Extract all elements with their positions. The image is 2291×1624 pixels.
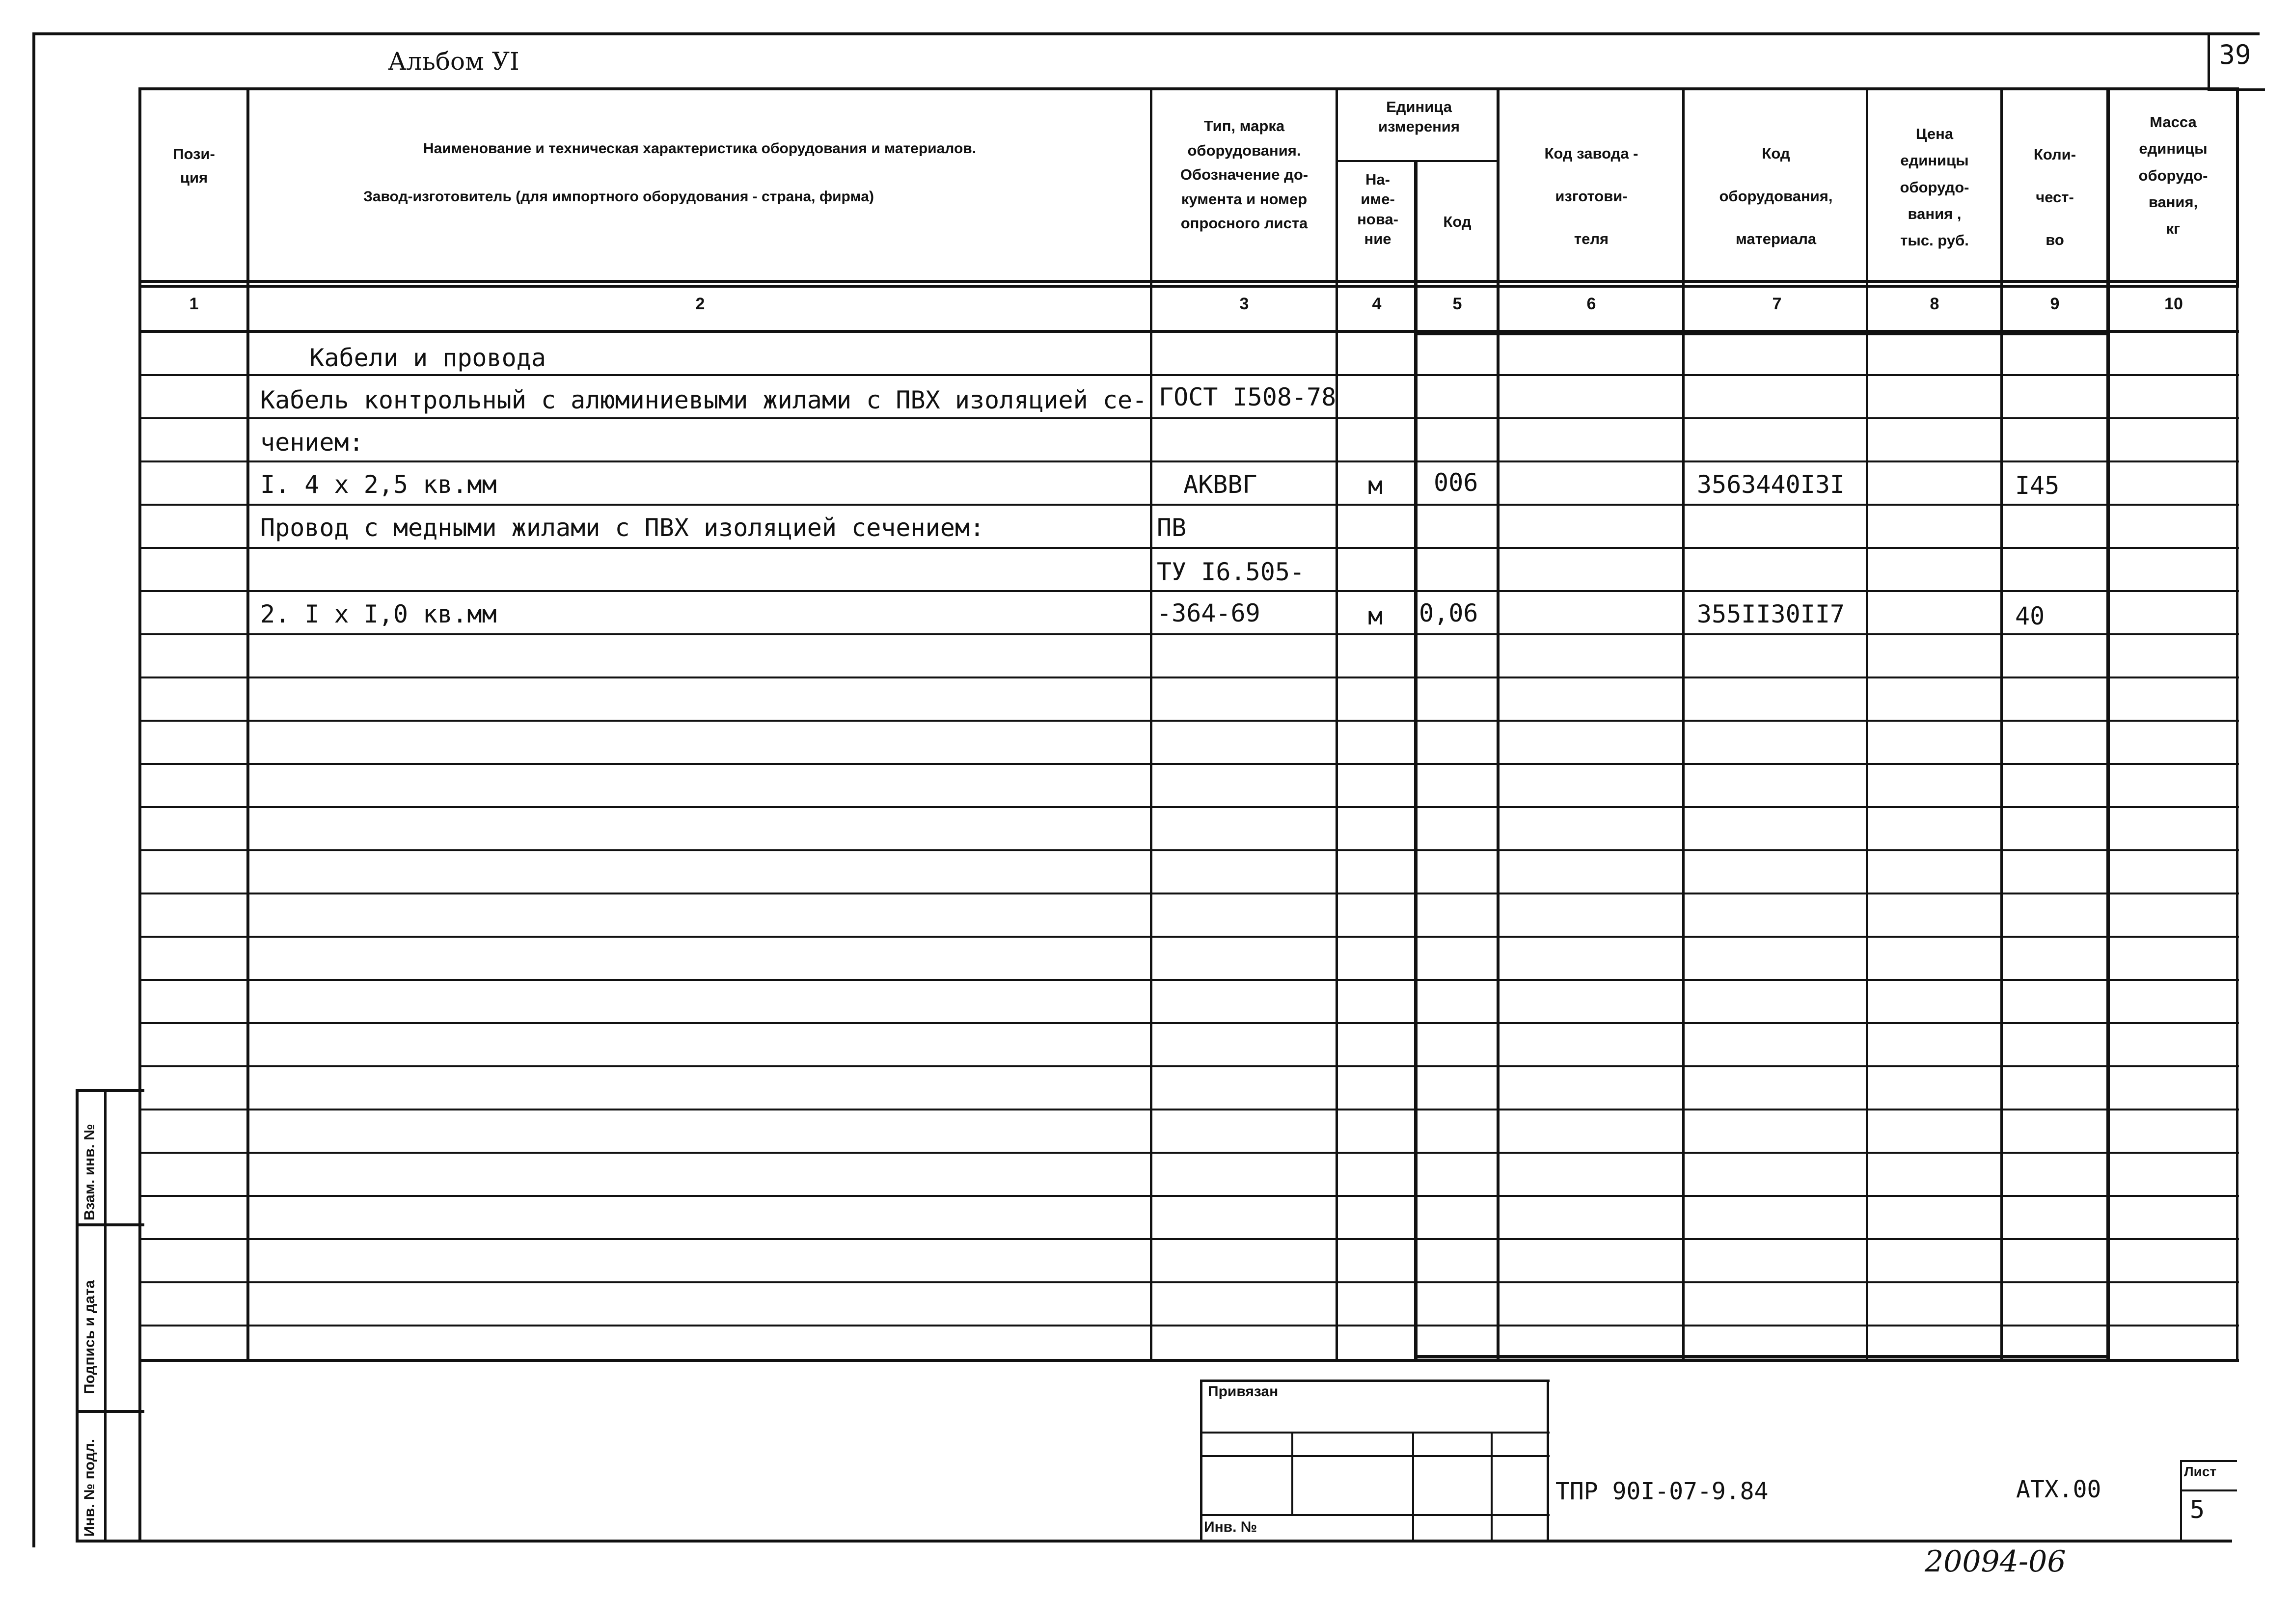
col-line-1 xyxy=(246,87,249,1359)
row2-name: Кабель контрольный с алюминиевыми жилами с ПВХ изоляцией се- xyxy=(260,386,1147,414)
row4-unit: м xyxy=(1368,471,1383,500)
header-bottom-line xyxy=(138,280,2239,283)
col-line-10 xyxy=(2236,87,2238,1359)
stamp-inv-label: Инв. № xyxy=(1204,1519,1257,1535)
bottom-left-border xyxy=(138,1359,141,1543)
row-divider xyxy=(138,1152,2239,1154)
row-divider xyxy=(138,460,2239,462)
table-bottom-border xyxy=(138,1359,2239,1362)
column-number-1: 1 xyxy=(189,295,199,313)
row-divider xyxy=(138,417,2239,419)
column-number-9: 9 xyxy=(2050,295,2060,313)
side-stamp-top xyxy=(76,1089,144,1092)
col-line-0 xyxy=(138,87,141,1364)
col-line-9 xyxy=(2106,87,2110,1359)
stamp-row2 xyxy=(1200,1455,1550,1457)
row-divider xyxy=(138,979,2239,981)
row4-quantity: I45 xyxy=(2015,471,2060,500)
row-divider xyxy=(138,1325,2239,1326)
row-divider xyxy=(138,1238,2239,1240)
row-divider xyxy=(138,547,2239,549)
stamp-col1 xyxy=(1291,1432,1293,1516)
side-label-signature-date: Подпись и дата xyxy=(82,1280,98,1394)
row1-name: Кабели и провода xyxy=(265,344,546,372)
side-stamp-mid xyxy=(104,1089,107,1543)
stamp-col3 xyxy=(1491,1432,1493,1542)
row4-unit-code: 006 xyxy=(1434,468,1478,497)
row6-type: ТУ I6.505- xyxy=(1157,558,1305,586)
row7-unit: м xyxy=(1368,602,1383,630)
row7-equipment-code: 355II30II7 xyxy=(1697,600,1845,628)
row-divider xyxy=(138,1281,2239,1283)
stamp-mark: АТХ.00 xyxy=(2016,1476,2101,1503)
header-unit-name: На- име- нова- ние xyxy=(1357,171,1398,247)
row5-name: Провод с медными жилами с ПВХ изоляцией сечением: xyxy=(260,514,985,542)
column-number-6: 6 xyxy=(1586,295,1596,313)
row7-quantity: 40 xyxy=(2015,602,2045,630)
stamp-col2 xyxy=(1412,1432,1414,1542)
sheet-box-left xyxy=(2180,1460,2182,1543)
row-divider xyxy=(138,677,2239,678)
album-title: Альбом УI xyxy=(388,47,519,76)
header-quantity: Коли- чест- во xyxy=(2033,146,2076,248)
row-divider xyxy=(138,893,2239,894)
header-unit-divider xyxy=(1337,160,1498,162)
row-divider xyxy=(138,590,2239,592)
row-divider xyxy=(138,936,2239,938)
side-label-replace-inv: Взам. инв. № xyxy=(82,1124,98,1220)
header-unit-group: Единица измерения xyxy=(1378,98,1460,135)
row-divider xyxy=(138,1195,2239,1197)
row-divider xyxy=(138,504,2239,506)
row-divider xyxy=(138,374,2239,376)
side-stamp-bottom xyxy=(76,1540,144,1543)
sheet-box-mid xyxy=(2180,1489,2237,1491)
page-bottom-line xyxy=(138,1540,2232,1543)
bold-box-top xyxy=(1414,332,2109,335)
row-divider xyxy=(138,806,2239,808)
page-number: 39 xyxy=(2219,39,2251,70)
col-line-6 xyxy=(1682,87,1685,1359)
col-line-4 xyxy=(1414,160,1418,1359)
stamp-attached-label: Привязан xyxy=(1208,1383,1279,1400)
side-stamp-left xyxy=(76,1089,79,1543)
sheet-number: 5 xyxy=(2190,1495,2205,1524)
col-line-7 xyxy=(1866,87,1868,1359)
row-divider xyxy=(138,1109,2239,1110)
column-number-4: 4 xyxy=(1372,295,1382,313)
stamp-row3 xyxy=(1200,1514,1550,1516)
row5-type: ПВ xyxy=(1157,514,1187,542)
header-type: Тип, марка оборудования. Обозначение до- кумента и номер опросного листа xyxy=(1180,117,1309,232)
sheet-box-top xyxy=(2180,1460,2237,1462)
header-mass: Масса единицы оборудо- вания, кг xyxy=(2138,113,2208,237)
row2-type: ГОСТ I508-78 xyxy=(1159,383,1336,411)
col-line-8 xyxy=(2000,87,2003,1359)
header-factory-code: Код завода - изготови- теля xyxy=(1544,145,1638,247)
header-unit-code: Код xyxy=(1443,213,1472,230)
bold-box-bottom xyxy=(1414,1355,2109,1358)
row-divider xyxy=(138,1065,2239,1067)
header-name-line2: Завод-изготовитель (для импортного оборудования - страна, фирма) xyxy=(363,189,874,205)
column-number-7: 7 xyxy=(1772,295,1782,313)
row7-name: 2. I х I,0 кв.мм xyxy=(260,600,497,628)
row7-type: -364-69 xyxy=(1157,599,1260,627)
row4-name: I. 4 х 2,5 кв.мм xyxy=(260,470,497,499)
stamp-left xyxy=(1200,1380,1202,1542)
row-divider xyxy=(138,763,2239,765)
row-divider xyxy=(138,720,2239,722)
stamp-top xyxy=(1200,1380,1550,1382)
stamp-right xyxy=(1547,1380,1549,1542)
side-stamp-div1 xyxy=(76,1223,144,1226)
column-number-10: 10 xyxy=(2164,295,2183,313)
column-number-8: 8 xyxy=(1930,295,1939,313)
stamp-document-code: ТПР 90I-07-9.84 xyxy=(1555,1478,1769,1505)
stamp-row1 xyxy=(1200,1432,1550,1434)
header-name-line1: Наименование и техническая характеристика оборудования и материалов. xyxy=(423,140,977,157)
header-position: Пози- ция xyxy=(173,145,215,187)
row4-equipment-code: 3563440I3I xyxy=(1697,470,1845,499)
col-line-2 xyxy=(1150,87,1152,1359)
row7-unit-code: 0,06 xyxy=(1419,599,1478,627)
row-divider xyxy=(138,1022,2239,1024)
row-divider xyxy=(138,633,2239,635)
side-stamp-div2 xyxy=(76,1410,144,1413)
col-line-5 xyxy=(1497,87,1500,1359)
column-number-5: 5 xyxy=(1452,295,1462,313)
header-price: Цена единицы оборудо- вания , тыс. руб. xyxy=(1900,125,1969,249)
col-line-3 xyxy=(1336,87,1338,1359)
handwritten-archive-number: 20094-06 xyxy=(1925,1544,2066,1579)
sheet-label: Лист xyxy=(2184,1464,2217,1479)
column-number-2: 2 xyxy=(695,295,705,313)
row3-name: чением: xyxy=(260,428,364,457)
header-equipment-code: Код оборудования, материала xyxy=(1719,145,1833,247)
column-number-3: 3 xyxy=(1239,295,1249,313)
row-divider xyxy=(138,849,2239,851)
side-label-inv-original: Инв. № подл. xyxy=(82,1438,98,1537)
row4-type: АКВВГ xyxy=(1169,470,1257,499)
